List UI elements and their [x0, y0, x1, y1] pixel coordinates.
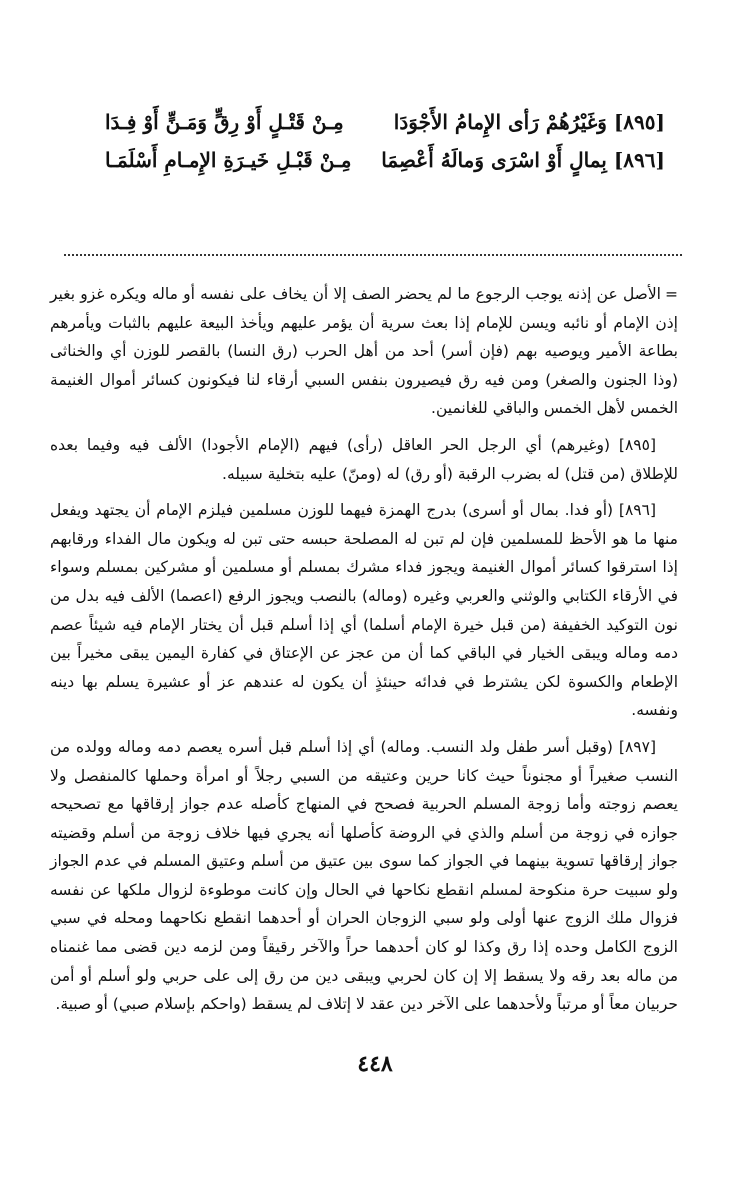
verse-896 — [105, 141, 665, 179]
verse-895 — [105, 103, 665, 141]
dotted-separator — [64, 254, 682, 256]
commentary-intro-text: الأصل عن إذنه يوجب الرجوع ما لم يحضر الصف إلا أن يخاف على نفسه أو ماله ويكره غزو بغير إذن الإمام أو نائبه ويسن للإمام إذا بعث سرية أن يؤمر عليهم ويأخذ البيعة عليهم بالثبات ويأمرهم بطاعة الأمير ويوصيه بهم (فإن أسر) أحد من أهل الحرب (رق النسا) بالقصر للوزن أي والخناثى (وذا الجنون والصغر) ومن فيه رق فيصيرون بنفس السبي أرقاء لنا فيكونون كسائر أموال الغنيمة الخمس لأهل الخمس والباقي للغانمين. — [50, 285, 678, 418]
page-number: ٤٤٨ — [357, 1051, 393, 1077]
verse-first-hemistich: [٨٩٦] بِمالٍ أَوْ اسْرَى وَمالَهُ أَعْصِمَا — [381, 148, 665, 172]
commentary-paragraph-896: [٨٩٦] (أو فدا. بمال أو أسرى) بدرج الهمزة فيهما للوزن مسلمين فيلزم الإمام أن يجتهد ويفعل منها ما هو الأحظ للمسلمين فإن لم تبن له المصلحة حبسه حتى تبن له ويكون مال الفداء ورقابهم إذا استرقوا كسائر أموال الغنيمة ويجوز فداء مشرك بمسلم أو مسلمين أو مشركين بمسلم وسواء في الأرقاء الكتابي والوثني والعربي وغيره (وماله) بالنصب ويجوز الرفع (اعصما) الألف فيه بدل من نون التوكيد الخفيفة (من قبل خيرة الإمام أسلما) أي إذا أسلم قبل أن يختار الإمام فيه شيئاً عصم دمه وماله ويبقى الخيار في الباقي كما أن من عجز عن الإعتاق في كفارة اليمين يبقى مخيراً بين الإطعام والكسوة لكن يشترط في فدائه حينئذٍ أن يكون له عندهم عز أو عشيرة يسلم بها دينه ونفسه. — [50, 501, 678, 720]
commentary-paragraph-897: [٨٩٧] (وقبل أسر طفل ولد النسب. وماله) أي إذا أسلم قبل أسره يعصم دمه وماله وولده من النسب صغيراً أو مجنوناً حيث كانا حرين وعتيقه من السبي رجلاً أو امرأة وحملها كالمنفصل ولا يعصم زوجته وأما زوجة المسلم الحربية فصحح في المنهاج كأصله عدم جواز إرقاقها مع تصحيحه جوازه في زوجة من أسلم والذي في الروضة كأصلها أنه يجري فيها خلاف زوجة من أسلم وقضيته جواز إرقاقها تسوية بينهما في الجواز كما سوى بين عتيق من أسلم وعتيق المسلم في عدم الجواز ولو سبيت حرة منكوحة لمسلم انقطع نكاحها في الحال وإن كانت موطوءة لزوال ملكها عن نفسه فزوال ملك الزوج عنها أولى ولو سبي الزوجان الحران أو أحدهما انقطع نكاحهما ومحله في سبي الزوج الكامل وحده إذا رق وكذا لو كان أحدهما حراً والآخر رقيقاً ومن لزمه دين قضى مما غنمناه من ماله بعد رقه ولا يسقط إلا إن كان لحربي ويبقى دين من رق إلى على حربي ولو أسلم أو أمن حربيان معاً أو مرتباً ولأحدهما على الآخر دين عقد لا إتلاف لم يسقط (واحكم بإسلام صبي) أو صبية. — [50, 737, 678, 1014]
verse-second-hemistich: مِـنْ قَتْـلٍ أَوْ رِقٍّ وَمَـنٍّ أَوْ فِـدَا — [105, 110, 344, 134]
commentary-block — [50, 280, 678, 1027]
commentary-paragraph-895: [٨٩٥] (وغيرهم) أي الرجل الحر العاقل (رأى) فيهم (الإمام الأجودا) الألف فيه وفيما بعده للإطلاق (من قتل) له بضرب الرقبة (أو رق) له (ومنّ) عليه بتخلية سبيله. — [50, 435, 678, 483]
continuation-mark: = — [665, 285, 678, 303]
commentary-intro-paragraph — [50, 280, 678, 423]
verse-first-hemistich: [٨٩٥] وَغَيْرُهُمْ رَأى الإِمامُ الأَجْوَدَا — [393, 110, 665, 134]
verse-second-hemistich: مِـنْ قَبْـلِ خَيـرَةِ الإِمـامِ أَسْلَمَـا — [105, 148, 352, 172]
verse-block — [105, 103, 665, 179]
